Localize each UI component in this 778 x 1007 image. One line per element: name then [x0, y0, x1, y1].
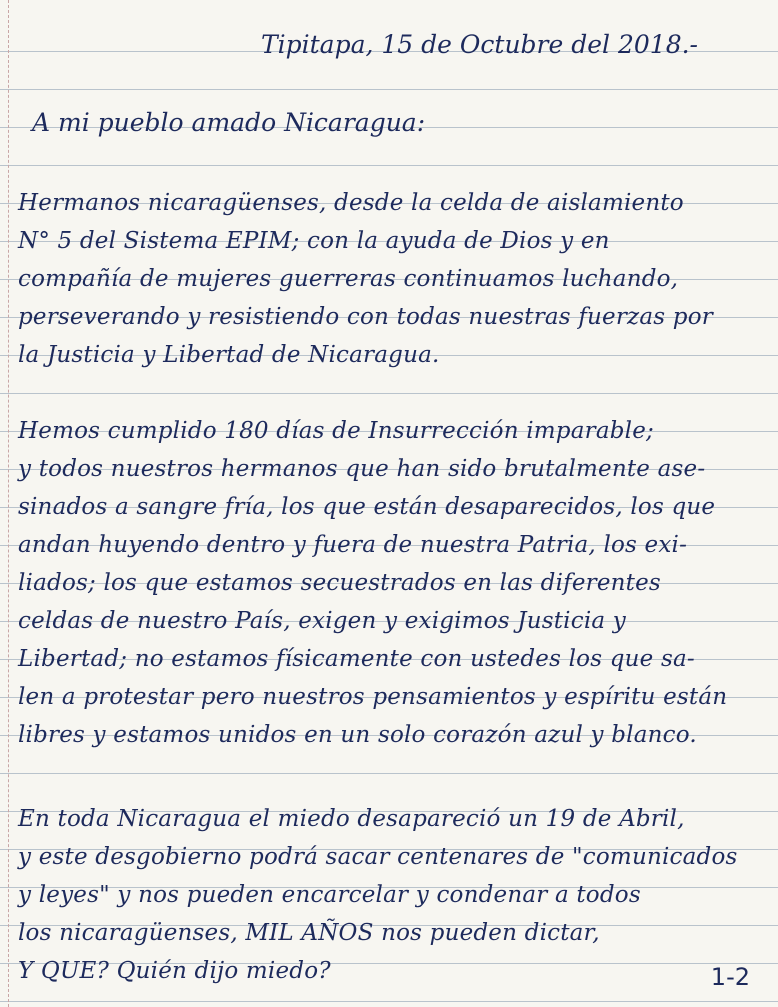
paragraph-1 [18, 184, 758, 374]
text-line: Libertad; no estamos físicamente con ustedes los que sa- [18, 646, 695, 672]
text-line: len a protestar pero nuestros pensamientos y espíritu están [18, 684, 728, 710]
margin-line [8, 0, 9, 1007]
text-line: liados; los que estamos secuestrados en las diferentes [18, 570, 661, 596]
text-line: Hermanos nicaragüenses, desde la celda de aislamiento [18, 190, 684, 216]
text-line: N° 5 del Sistema EPIM; con la ayuda de Dios y en [18, 228, 610, 254]
paragraph-3 [18, 800, 758, 990]
text-line: los nicaragüenses, MIL AÑOS nos pueden dictar, [18, 920, 600, 946]
text-line: y todos nuestros hermanos que han sido brutalmente ase- [18, 456, 706, 482]
text-line: andan huyendo dentro y fuera de nuestra Patria, los exi- [18, 532, 688, 558]
text-line: celdas de nuestro País, exigen y exigimos Justicia y [18, 608, 626, 634]
letter-salutation: A mi pueblo amado Nicaragua: [32, 108, 426, 137]
letter-place-date: Tipitapa, 15 de Octubre del 2018.- [260, 30, 698, 59]
text-line: y leyes" y nos pueden encarcelar y condenar a todos [18, 882, 641, 908]
text-line: Y QUE? Quién dijo miedo? [18, 958, 331, 984]
text-line: perseverando y resistiendo con todas nuestras fuerzas por [18, 304, 713, 330]
text-line: compañía de mujeres guerreras continuamos luchando, [18, 266, 679, 292]
text-line: Hemos cumplido 180 días de Insurrección imparable; [18, 418, 654, 444]
text-line: y este desgobierno podrá sacar centenares de "comunicados [18, 844, 738, 870]
text-line: sinados a sangre fría, los que están desaparecidos, los que [18, 494, 716, 520]
text-line: la Justicia y Libertad de Nicaragua. [18, 342, 440, 368]
paragraph-2 [18, 412, 758, 754]
page-number: 1-2 [710, 963, 750, 991]
text-line: En toda Nicaragua el miedo desapareció un 19 de Abril, [18, 806, 685, 832]
text-line: libres y estamos unidos en un solo corazón azul y blanco. [18, 722, 697, 748]
